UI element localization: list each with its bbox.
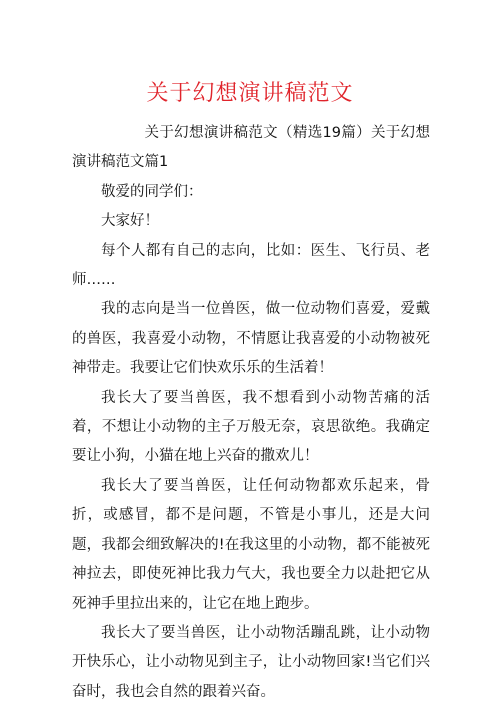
document-body: [72, 119, 430, 707]
body-paragraph: 我的志向是当一位兽医，做一位动物们喜爱，爱戴的兽医，我喜爱小动物，不情愿让我喜爱的小动物被死神带走。我要让它们快欢乐乐的生活着！: [72, 301, 430, 377]
greeting: 大家好！: [101, 213, 159, 230]
body-paragraph: 我长大了要当兽医，让任何动物都欢乐起来，骨折，或感冒，都不是问题，不管是小事儿，还是大问题，我都会细致解决的!在我这里的小动物，都不能被死神拉去，即使死神比我力气大，我也要全力以赴把它从死神手里拉出来的，让它在地上跑步。: [72, 477, 430, 612]
body-paragraph: 我长大了要当兽医，我不想看到小动物苦痛的活着，不想让小动物的主子万般无奈，哀思欲绝。我确定要让小狗，小猫在地上兴奋的撒欢儿！: [72, 389, 430, 465]
intro-paragraph: 关于幻想演讲稿范文（精选19篇）关于幻想演讲稿范文篇1: [72, 125, 430, 171]
salutation: 敬爱的同学们：: [101, 183, 203, 200]
document-title: 关于幻想演讲稿范文: [146, 81, 354, 106]
body-paragraph: 每个人都有自己的志向，比如：医生、飞行员、老师……: [72, 242, 430, 289]
body-paragraph: 我长大了要当兽医，让小动物活蹦乱跳，让小动物开快乐心，让小动物见到主子，让小动物回家!当它们兴奋时，我也会自然的跟着兴奋。: [72, 624, 430, 700]
